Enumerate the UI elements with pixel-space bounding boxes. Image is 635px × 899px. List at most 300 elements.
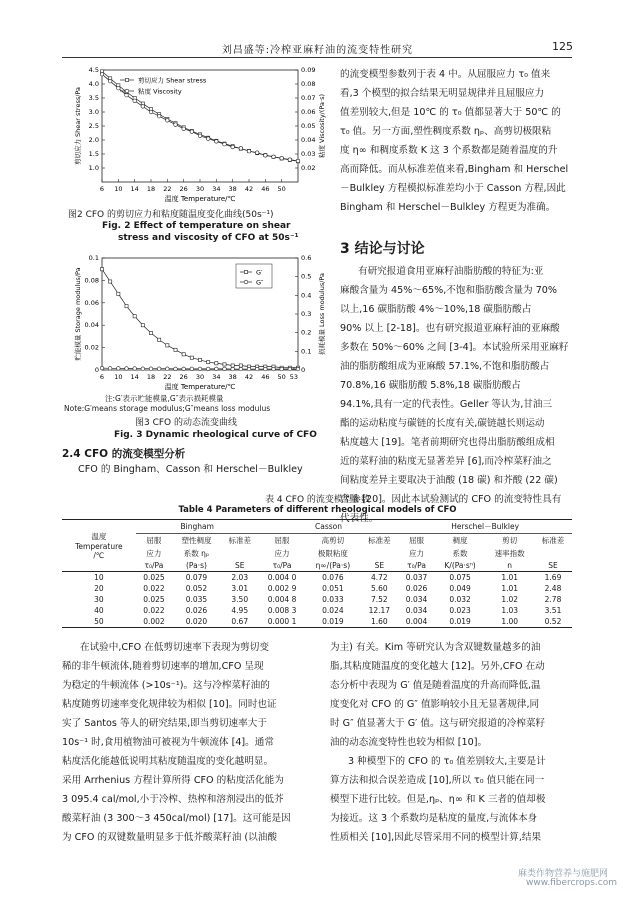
x-tick-label: 38 (228, 185, 237, 193)
y-tick-label: 4.0 (88, 80, 99, 88)
data-point (182, 367, 186, 371)
y-axis-label: 贮能模量 Storage modulus/Pa (74, 267, 82, 361)
data-point (125, 93, 129, 97)
table-cell: 1.00 (485, 616, 534, 628)
text-line: 时 G″ 值显著大于 G′ 值。这与研究报道的冷榨菜籽 (330, 718, 546, 729)
table-cell: 0.035 (185, 595, 208, 604)
subhead-cell: 稠度 (452, 536, 468, 545)
figure-2 (62, 64, 330, 216)
section-2-4-text: CFO 的 Bingham、Casson 和 Herschel－Bulkley (78, 464, 303, 475)
data-point (255, 367, 259, 371)
x-tick-label: 30 (195, 373, 205, 381)
data-point (247, 367, 251, 371)
text-line: 10s⁻¹ 时,食用植物油可被视为牛顿流体 [4]。通常 (62, 737, 274, 748)
x-tick-label: 34 (212, 373, 221, 381)
table-subhead-row (62, 547, 572, 560)
text-line: 有研究报道食用亚麻籽油脂肪酸的特征为:亚 (358, 266, 544, 277)
data-point (296, 159, 300, 163)
table-cell: 0.022 (143, 584, 165, 593)
unit-cell: τ₀/Pa (259, 560, 306, 572)
table-cell: 0.008 3 (267, 606, 297, 615)
table-cell: 1.69 (544, 573, 562, 582)
x-tick-label: 6 (99, 373, 105, 381)
data-point (108, 79, 112, 83)
table-cell: 40 (94, 606, 104, 615)
temp-header-line: Temperature (75, 542, 123, 551)
table-cell: 0.002 (136, 616, 172, 628)
x-axis-label: 温度 Temperature/℃ (164, 383, 236, 391)
table-cell: 0.025 (143, 573, 165, 582)
data-point (198, 134, 202, 138)
data-point (223, 367, 227, 371)
table-cell: 4.95 (231, 606, 249, 615)
y2-tick-label: 0.03 (301, 150, 316, 158)
data-point (190, 367, 194, 371)
table-cell: 0.034 (405, 595, 428, 604)
y-tick-label: 1.0 (88, 164, 99, 172)
text-line: 近的菜籽油的粘度无显著差异 [6],而冷榨菜籽油之 (340, 456, 552, 467)
x-tick-label: 53 (289, 373, 299, 381)
data-point (117, 86, 121, 90)
subhead-cell: 应力 (409, 549, 425, 558)
data-point (149, 367, 153, 371)
table-cell: 0.000 1 (259, 616, 306, 628)
text-line: 为主) 有关。Kim 等研究认为含双键数量越多的油 (330, 642, 541, 653)
text-line: 以上,16 碳脂肪酸 4%～10%,18 碳脂肪酸占 (340, 304, 532, 315)
figure-2-caption-cn: 图2 CFO 的剪切应力和粘度随温度变化曲线(50s⁻¹) (68, 210, 274, 220)
text-line: 粘度随剪切速率变化规律较为相似 [10]。同时也证 (62, 699, 277, 710)
section-3-lines (340, 262, 572, 528)
data-point (166, 344, 169, 347)
subhead-cell: 标准差 (368, 536, 391, 545)
data-point (198, 367, 202, 371)
subhead-cell (360, 547, 398, 560)
data-point (100, 366, 104, 370)
table-cell: 0.034 (405, 606, 428, 615)
table-4-title-cn: 表 4 CFO 的流变模型参数 (265, 495, 370, 505)
data-point (108, 367, 112, 371)
table-cell: 0.025 (143, 595, 165, 604)
text-line: 多数在 50%～60% 之间 [3-4]。本试验所采用亚麻籽 (340, 342, 569, 353)
table-cell: 0.033 (322, 595, 344, 604)
text-line: 含量 [20]。因此本试验测试的 CFO 的流变特性具有 (340, 494, 562, 505)
table-header-row (62, 520, 572, 534)
unit-cell: τ₀/Pa (398, 560, 434, 572)
section-2-4-title: 2.4 CFO 的流变模型分析 (62, 448, 186, 460)
group-header: Bingham (136, 520, 259, 534)
table-cell: 0.019 (305, 616, 360, 628)
text-line: 性质相关 [10],因此尽管采用不同的模型计算,结果 (330, 832, 542, 843)
table-cell: 2.48 (544, 584, 562, 593)
subhead-cell: 塑性稠度 (181, 536, 212, 545)
text-line: 为稳定的牛顿流体 (>10s⁻¹)。这与冷榨菜籽油的 (62, 680, 270, 691)
text-line: 粘度越大 [19]。笔者前期研究也得出脂肪酸组成相 (340, 437, 555, 448)
text-line: 稀的非牛顿流体,随着剪切速率的增加,CFO 呈现 (62, 661, 264, 672)
x-tick-label: 34 (212, 185, 221, 193)
y-tick-label: 1.5 (88, 150, 99, 158)
data-point (149, 110, 153, 114)
y2-tick-label: 0.06 (301, 108, 316, 116)
temp-header-line: 温度 (91, 532, 107, 541)
subhead-cell: 标准差 (541, 536, 565, 545)
legend-box (236, 264, 272, 288)
x-tick-label: 46 (261, 185, 270, 193)
y2-tick-label: 0.07 (301, 94, 316, 102)
table-cell: 0.026 (185, 606, 208, 615)
data-point (231, 364, 234, 367)
text-line: －Bulkley 方程模拟标准差均小于 Casson 方程,因此 (340, 183, 566, 194)
table-units-row (62, 560, 572, 572)
x-tick-label: 10 (114, 185, 123, 193)
data-point (198, 358, 201, 361)
data-point (133, 367, 137, 371)
x-tick-label: 38 (228, 373, 237, 381)
text-line: 模型下进行比较。但是,ηₚ、η∞ 和 K 三者的值却极 (330, 794, 546, 805)
table-cell: 10 (94, 573, 104, 582)
figure-2-caption-en-2: stress and viscosity of CFO at 50s⁻¹ (118, 233, 299, 243)
data-point (157, 367, 161, 371)
x-tick-label: 22 (163, 185, 172, 193)
data-point (100, 72, 104, 76)
data-point (239, 147, 243, 151)
x-tick-label: 18 (146, 373, 156, 381)
data-point (190, 356, 193, 359)
subhead-cell: 系数 ηₚ (183, 549, 210, 558)
subhead-cell: 应力 (146, 549, 162, 558)
text-line: 间粘度差异主要取决于油酸 (18 碳) 和芥酸 (22 碳) (340, 475, 558, 486)
figure-2-chart (62, 64, 330, 212)
data-point (174, 123, 178, 127)
y2-tick-label: 0.4 (301, 291, 312, 300)
table-cell: 30 (94, 595, 104, 604)
table-cell: 0.049 (449, 584, 471, 593)
table-cell: 0.004 (398, 616, 434, 628)
table-cell: 50 (62, 616, 136, 628)
data-point (133, 99, 137, 103)
data-point (158, 338, 161, 341)
table-cell: 0.004 0 (267, 573, 297, 582)
text-line: 为 CFO 的双键数量明显多于低芥酸菜籽油 (以油酸 (62, 832, 277, 843)
subhead-cell (221, 547, 259, 560)
data-point (280, 156, 284, 160)
group-header: Casson (259, 520, 399, 534)
series-line-0 (102, 71, 298, 161)
figure-3-caption-en: Fig. 3 Dynamic rheological curve of CFO (114, 430, 317, 440)
table-cell: 0.079 (185, 573, 208, 582)
text-line: 采用 Arrhenius 方程计算所得 CFO 的粘度活化能为 (62, 775, 284, 786)
text-line: 90% 以上 [2-18]。也有研究报道亚麻籽油的亚麻酸 (340, 323, 560, 334)
table-4-title-en: Table 4 Parameters of different rheological models of CFO (178, 505, 457, 515)
data-point (239, 367, 243, 371)
x-tick-label: 42 (244, 185, 254, 193)
x-tick-label: 6 (99, 185, 105, 193)
data-point (215, 367, 219, 371)
subhead-cell: 屈服 (409, 536, 425, 545)
subhead-cell: 屈服 (146, 536, 162, 545)
x-tick-label: 14 (130, 373, 139, 381)
data-point (174, 348, 177, 351)
subhead-cell: 高剪切 (321, 536, 345, 545)
data-point (133, 315, 136, 318)
y2-tick-label: 0.02 (301, 164, 316, 172)
table-cell: 2.03 (231, 573, 249, 582)
legend-label: G″ (256, 278, 264, 287)
bottom-right-lines (330, 638, 572, 847)
x-tick-label: 46 (261, 373, 270, 381)
unit-cell: η∞/(Pa·s) (305, 560, 360, 572)
watermark-line-2: www.fibercrops.com (526, 878, 617, 888)
y-tick-label: 0.06 (84, 298, 99, 307)
data-point (215, 140, 219, 144)
text-line: 酸菜籽油 (3 300～3 450cal/mol) [17]。这可能是因 (62, 813, 291, 824)
y2-tick-label: 0.2 (301, 328, 312, 337)
data-point (174, 367, 178, 371)
series-line-1 (102, 74, 298, 161)
table-row (62, 583, 572, 594)
y2-tick-label: 0.1 (301, 347, 312, 356)
text-line: 值差别较大,但是 10℃ 的 τ₀ 值都显著大于 50℃ 的 (340, 107, 561, 118)
table-cell: 3.50 (231, 595, 249, 604)
table-cell: 0.037 (405, 573, 428, 582)
table-cell: 0.67 (221, 616, 259, 628)
header-rule (62, 57, 572, 58)
data-point (231, 145, 235, 149)
data-point (231, 367, 235, 371)
data-point (141, 367, 145, 371)
legend-label: 剪切应力 Shear stress (138, 76, 207, 85)
data-point (166, 367, 170, 371)
data-point (100, 268, 103, 271)
legend-marker (125, 89, 129, 93)
y2-tick-label: 0.6 (301, 254, 312, 262)
table-cell: 1.60 (360, 616, 398, 628)
plot-frame (102, 70, 298, 182)
data-point (141, 105, 145, 109)
data-point (206, 367, 210, 371)
y2-axis-label: 粘度 Viscosity/(Pa·s) (318, 93, 326, 159)
text-line: 度变化对 CFO 的 G″ 值影响较小且无显著规律,同 (330, 699, 540, 710)
y-tick-label: 2.5 (88, 122, 99, 130)
data-point (149, 331, 152, 334)
data-point (117, 292, 120, 295)
data-point (182, 127, 186, 131)
data-point (223, 363, 226, 366)
table-cell: 5.60 (371, 584, 388, 593)
figure-3 (62, 252, 330, 398)
text-line: Bingham 和 Herschel－Bulkley 方程更为准确。 (340, 202, 556, 213)
y-tick-label: 0 (94, 366, 99, 374)
text-line: 实了 Santos 等人的研究结果,即当剪切速率大于 (62, 718, 267, 729)
x-tick-label: 42 (244, 373, 254, 381)
table-cell: 0.051 (322, 584, 344, 593)
text-line: 的流变模型参数列于表 4 中。从屈服应力 τ₀ 值来 (340, 69, 551, 80)
table-cell: 0.075 (449, 573, 471, 582)
text-line: 度 η∞ 和稠度系数 K 这 3 个系数都是随着温度的升 (340, 145, 558, 156)
group-header: Herschel－Bulkley (398, 520, 572, 534)
table-cell: 7.52 (371, 595, 388, 604)
section-3-title: 3 结论与讨论 (340, 241, 425, 257)
text-line: τ₀ 值。另一方面,塑性稠度系数 ηₚ、高剪切极限粘 (340, 126, 552, 137)
table-cell: 0.052 (185, 584, 208, 593)
text-line: 为接近。这 3 个系数均是粘度的量度,与流体本身 (330, 813, 538, 824)
figure-3-chart (62, 252, 330, 394)
watermark-line-1: 麻类作物营养与施肥网 (518, 869, 609, 879)
unit-cell: n (485, 560, 534, 572)
data-point (296, 367, 300, 371)
table-cell: 3.01 (231, 584, 249, 593)
table-cell: 0.024 (322, 606, 344, 615)
data-point (280, 367, 284, 371)
legend-label: 粘度 Viscosity (138, 87, 182, 96)
x-tick-label: 18 (146, 185, 156, 193)
table-cell: 0.026 (405, 584, 428, 593)
unit-cell: τ₀/Pa (136, 560, 172, 572)
legend-marker (244, 270, 247, 273)
table-cell: 0.022 (143, 606, 165, 615)
unit-cell: (Pa·s) (172, 560, 221, 572)
table-subhead-row (62, 534, 572, 548)
table-cell: 0.076 (322, 573, 344, 582)
subhead-cell: 系数 (452, 549, 468, 558)
running-header (0, 38, 635, 56)
text-line: 态分析中表现为 G′ 值是随着温度的升高而降低,温 (330, 680, 541, 691)
subhead-cell: 剪切 (502, 536, 518, 545)
figure-3-caption-cn: 图3 CFO 的动态流变曲线 (135, 418, 237, 428)
bottom-left-lines (62, 638, 320, 847)
y-axis-label: 剪切应力 Shear stress/Pa (74, 86, 82, 166)
right-column (340, 65, 572, 217)
text-line: 麻酸含量为 45%～65%,不饱和脂肪酸含量为 70% (340, 285, 558, 296)
right-column-lines (340, 65, 572, 217)
y2-tick-label: 0.08 (301, 80, 316, 88)
page-number: 125 (552, 40, 573, 53)
y-tick-label: 0.1 (88, 254, 99, 262)
y-tick-label: 2.0 (88, 136, 99, 144)
y2-tick-label: 0 (301, 366, 306, 374)
x-axis-label: 温度 Temperature/℃ (164, 195, 236, 203)
data-point (125, 367, 129, 371)
legend-marker (244, 280, 248, 284)
data-point (288, 158, 292, 162)
text-line: 3 种模型下的 CFO 的 τ₀ 值差别较大,主要是计 (348, 756, 546, 767)
y-tick-label: 0.04 (84, 321, 99, 330)
text-line: 油的脂肪酸组成为亚麻酸 57.1%,不饱和脂肪酸占 (340, 361, 550, 372)
section-3-body (340, 262, 572, 528)
text-line: 脂,其粘度随温度的变化越大 [12]。另外,CFO 在动 (330, 661, 545, 672)
y2-tick-label: 0.3 (301, 310, 312, 318)
y-tick-label: 3.0 (88, 108, 99, 116)
temp-header-line: /℃ (93, 551, 105, 560)
table-row (62, 572, 572, 584)
data-point (215, 362, 218, 365)
x-tick-label: 50 (277, 185, 286, 193)
text-line: 算方法和拟合误差造成 [10],所以 τ₀ 值只能在同一 (330, 775, 545, 786)
table-cell: 12.17 (368, 606, 391, 615)
unit-cell: SE (221, 560, 259, 572)
table-cell: 0.032 (449, 595, 471, 604)
figure-3-note-cn: 注:G′表示贮能模量,G″表示损耗模量 (105, 394, 224, 403)
y-tick-label: 3.5 (88, 94, 99, 102)
table-cell: 0.023 (449, 606, 471, 615)
x-tick-label: 26 (179, 185, 188, 193)
table-cell: 0.002 9 (267, 584, 297, 593)
table-cell: 20 (94, 584, 104, 593)
data-point (157, 114, 161, 118)
data-point (166, 119, 170, 123)
table-cell: 2.78 (544, 595, 562, 604)
table-row (62, 616, 572, 628)
table-cell: 3.51 (544, 606, 562, 615)
data-point (288, 367, 292, 371)
y2-tick-label: 0.5 (301, 272, 312, 281)
y2-tick-label: 0.04 (301, 136, 316, 144)
y2-tick-label: 0.09 (301, 66, 316, 74)
table-row (62, 605, 572, 616)
table-cell: 4.72 (371, 573, 388, 582)
table-cell: 1.02 (501, 595, 519, 604)
y2-axis-label: 损耗模量 Loss modulus/Pa (318, 272, 326, 356)
subhead-cell: 标准差 (228, 536, 251, 545)
text-line: 酯的运动粘度与碳链的长度有关,碳链越长则运动 (340, 418, 545, 429)
data-point (206, 137, 210, 141)
x-tick-label: 10 (114, 373, 123, 381)
data-point (109, 280, 112, 283)
data-point (272, 155, 276, 159)
data-point (239, 364, 242, 367)
table-4 (62, 520, 572, 628)
table-cell: 1.01 (501, 573, 519, 582)
header-title: 刘昌盛等:冷榨亚麻籽油的流变特性研究 (221, 45, 414, 56)
legend-marker (125, 78, 128, 81)
text-line: 油的动态流变特性也较为相似 [10]。 (330, 737, 488, 748)
x-tick-label: 22 (163, 373, 172, 381)
subhead-cell: 速率指数 (494, 549, 525, 558)
bottom-left-column (62, 638, 320, 847)
subhead-cell: 屈服 (274, 536, 290, 545)
data-point (255, 151, 259, 155)
table-cell: 0.004 8 (267, 595, 297, 604)
data-point (264, 154, 268, 158)
data-point (264, 367, 268, 371)
subhead-cell (534, 547, 572, 560)
text-line: 看,3 个模型的拟合结果无明显规律并且屈服应力 (340, 88, 545, 99)
text-line: 3 095.4 cal/mol,小于冷榨、热榨和溶剂浸出的低芥 (62, 794, 284, 805)
table-cell: 0.52 (534, 616, 572, 628)
data-point (117, 367, 121, 371)
text-line: 94.1%,具有一定的代表性。Geller 等认为,甘油三 (340, 399, 553, 410)
x-tick-label: 14 (130, 185, 139, 193)
figure-2-caption-en-1: Fig. 2 Effect of temperature on shear (102, 221, 291, 231)
bottom-right-column (330, 638, 572, 847)
table-cell: 1.03 (501, 606, 519, 615)
data-point (182, 353, 185, 356)
text-line: 70.8%,16 碳脂肪酸 5.8%,18 碳脂肪酸占 (340, 380, 521, 391)
table-cell: 0.019 (435, 616, 486, 628)
data-point (223, 142, 227, 146)
text-line: 高而降低。而从标准差值来看,Bingham 和 Herschel (340, 164, 569, 175)
legend-label: G′ (256, 268, 263, 277)
table-row (62, 594, 572, 605)
table-cell: 0.020 (172, 616, 221, 628)
y-tick-label: 0.08 (84, 276, 99, 285)
x-tick-label: 26 (179, 373, 188, 381)
subhead-cell: 应力 (274, 549, 290, 558)
y-tick-label: 0.02 (84, 343, 99, 352)
figure-3-note-en: Note:G′means storage modulus;G″means loss modulus (64, 404, 271, 413)
y2-tick-label: 0.05 (301, 122, 316, 130)
data-point (272, 367, 276, 371)
data-point (125, 305, 128, 308)
